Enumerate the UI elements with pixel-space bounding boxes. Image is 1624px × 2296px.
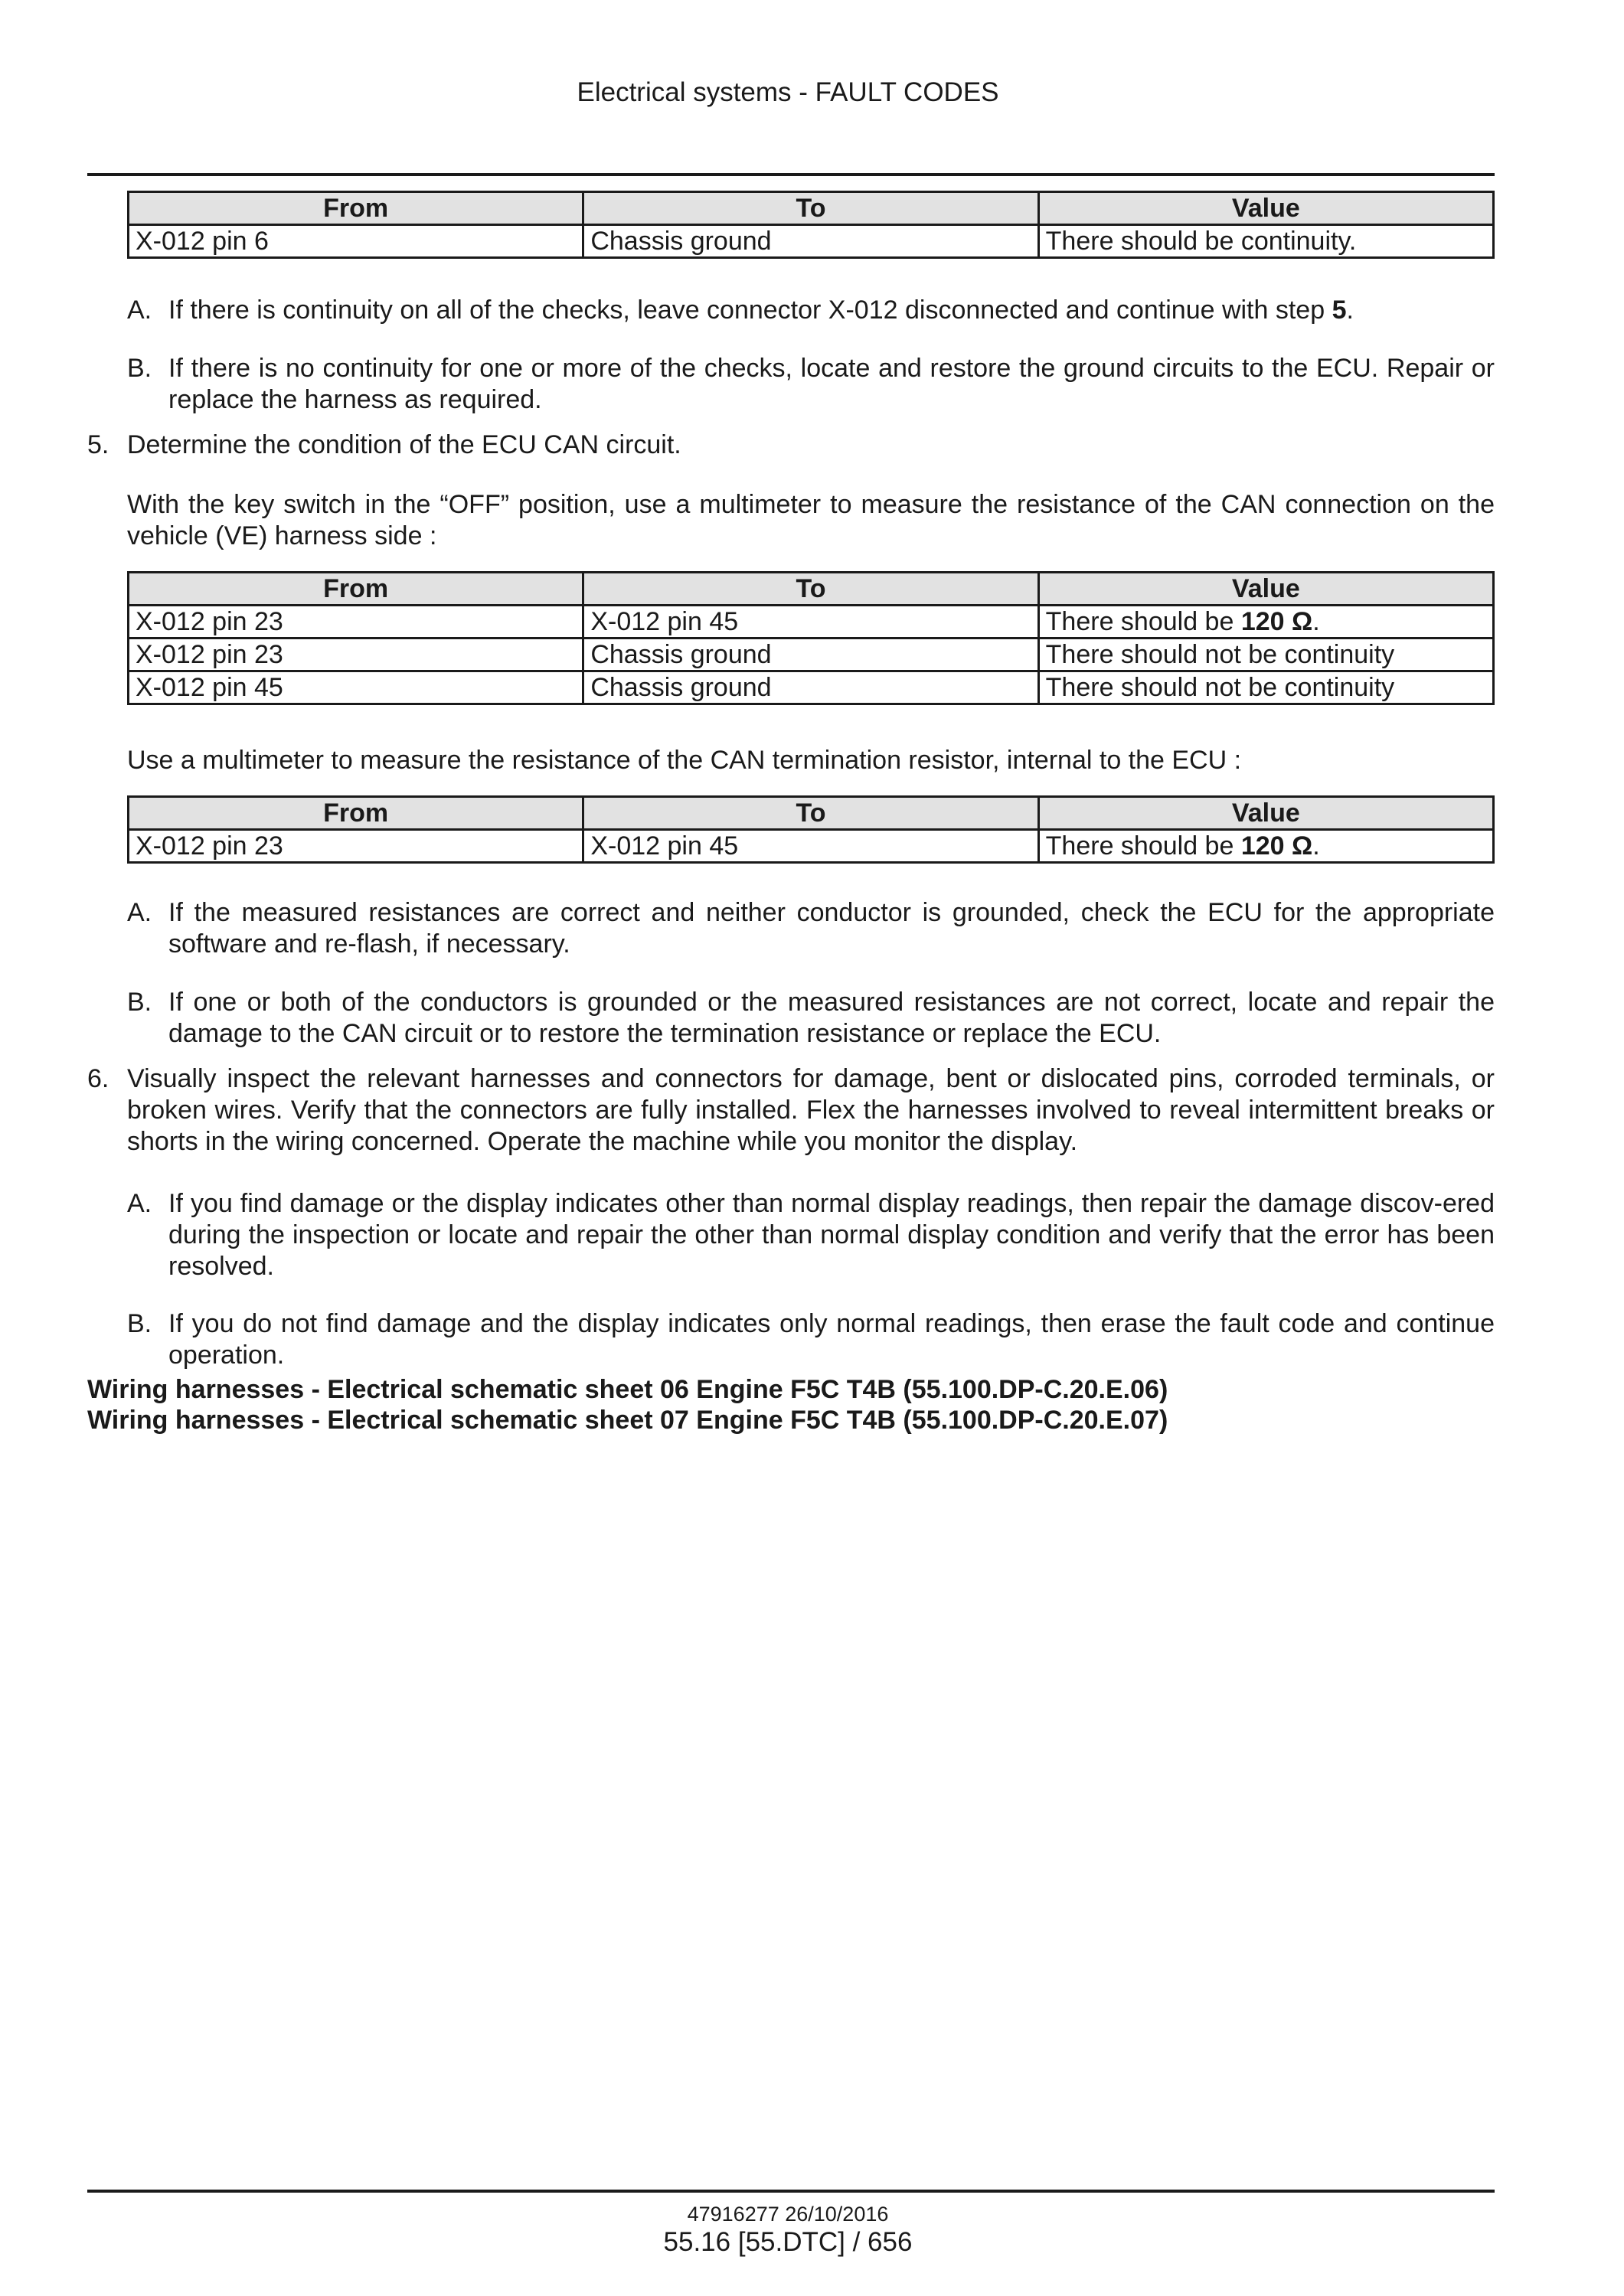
- step5-instruction-2: Use a multimeter to measure the resistance of the CAN termination resistor, internal to the ECU :: [127, 746, 1242, 775]
- table-row: [129, 830, 1494, 863]
- column-header-to: To: [583, 573, 1038, 606]
- cell-value: There should not be continuity: [1038, 671, 1493, 704]
- cell-from: X-012 pin 23: [129, 830, 583, 863]
- option-text: If you find damage or the display indicates other than normal display readings, then repair the damage discov-ered during the inspection or locate and repair the other than normal display condition and verify that the error has been resolved.: [168, 1189, 1495, 1281]
- column-header-from: From: [129, 573, 583, 606]
- column-header-value: Value: [1038, 192, 1493, 225]
- table-row: [129, 606, 1494, 639]
- list-marker: A.: [127, 1189, 152, 1218]
- termination-resistor-table: [127, 795, 1495, 864]
- list-marker: A.: [127, 898, 152, 927]
- cell-value: There should be 120 Ω.: [1038, 830, 1493, 863]
- list-marker: B.: [127, 988, 152, 1017]
- footer-page-number: 55.16 [55.DTC] / 656: [663, 2227, 913, 2257]
- cell-value: There should not be continuity: [1038, 639, 1493, 671]
- step4-option-b: [127, 353, 1495, 416]
- reference-link-schematic-06[interactable]: Wiring harnesses - Electrical schematic sheet 06 Engine F5C T4B (55.100.DP-C.20.E.06): [87, 1375, 1168, 1404]
- table-row: [129, 225, 1494, 258]
- option-text: If one or both of the conductors is grounded or the measured resistances are not correct, locate and repair the damage to the CAN circuit or to restore the termination resistance or replace the ECU.: [168, 988, 1495, 1048]
- table-row: [129, 671, 1494, 704]
- cell-from: X-012 pin 23: [129, 606, 583, 639]
- step-5: [87, 429, 1495, 461]
- table-row: [129, 639, 1494, 671]
- cell-to: X-012 pin 45: [583, 830, 1038, 863]
- can-resistance-table: [127, 571, 1495, 705]
- cell-to: Chassis ground: [583, 671, 1038, 704]
- option-text: If there is no continuity for one or more of the checks, locate and restore the ground circuits to the ECU. Repair or replace the harness as required.: [168, 354, 1495, 414]
- step-6: [87, 1063, 1495, 1158]
- option-text: If there is continuity on all of the checks, leave connector X-012 disconnected and continue with step 5.: [168, 296, 1354, 325]
- step-number: 6.: [87, 1064, 109, 1093]
- table-header-row: [129, 797, 1494, 830]
- column-header-to: To: [583, 192, 1038, 225]
- cell-to: Chassis ground: [583, 225, 1038, 258]
- step5-option-a: [127, 897, 1495, 960]
- cell-to: Chassis ground: [583, 639, 1038, 671]
- continuity-table-ground: [127, 191, 1495, 259]
- cell-from: X-012 pin 23: [129, 639, 583, 671]
- step-number: 5.: [87, 430, 109, 459]
- cell-value: There should be continuity.: [1038, 225, 1493, 258]
- step5-instruction-1: With the key switch in the “OFF” position, use a multimeter to measure the resistance of the CAN connection on the vehicle (VE) harness side :: [127, 490, 1495, 550]
- reference-link-schematic-07[interactable]: Wiring harnesses - Electrical schematic sheet 07 Engine F5C T4B (55.100.DP-C.20.E.07): [87, 1406, 1168, 1435]
- step6-option-b: [127, 1308, 1495, 1371]
- column-header-to: To: [583, 797, 1038, 830]
- page-header-title: Electrical systems - FAULT CODES: [577, 77, 999, 107]
- footer-divider: [87, 2190, 1495, 2193]
- list-marker: B.: [127, 1309, 152, 1338]
- column-header-from: From: [129, 192, 583, 225]
- cell-from: X-012 pin 6: [129, 225, 583, 258]
- step-text: Determine the condition of the ECU CAN circuit.: [127, 430, 681, 459]
- table-header-row: [129, 192, 1494, 225]
- footer-document-number: 47916277 26/10/2016: [687, 2203, 889, 2226]
- step4-option-a: [127, 295, 1495, 326]
- step-text: Visually inspect the relevant harnesses and connectors for damage, bent or dislocated pins, corroded terminals, or broken wires. Verify that the connectors are fully installed. Flex the harnesses involved to reveal intermittent breaks or shorts in the wiring concerned. Operate the machine while you monitor the display.: [127, 1064, 1495, 1156]
- list-marker: B.: [127, 354, 152, 383]
- option-text: If you do not find damage and the display indicates only normal readings, then erase the fault code and continue operation.: [168, 1309, 1495, 1370]
- cell-value: There should be 120 Ω.: [1038, 606, 1493, 639]
- step5-option-b: [127, 987, 1495, 1050]
- step6-option-a: [127, 1188, 1495, 1282]
- cell-to: X-012 pin 45: [583, 606, 1038, 639]
- list-marker: A.: [127, 296, 152, 325]
- column-header-from: From: [129, 797, 583, 830]
- header-divider: [87, 173, 1495, 176]
- table-header-row: [129, 573, 1494, 606]
- column-header-value: Value: [1038, 573, 1493, 606]
- option-text: If the measured resistances are correct and neither conductor is grounded, check the ECU for the appropriate software and re-flash, if necessary.: [168, 898, 1495, 959]
- column-header-value: Value: [1038, 797, 1493, 830]
- cell-from: X-012 pin 45: [129, 671, 583, 704]
